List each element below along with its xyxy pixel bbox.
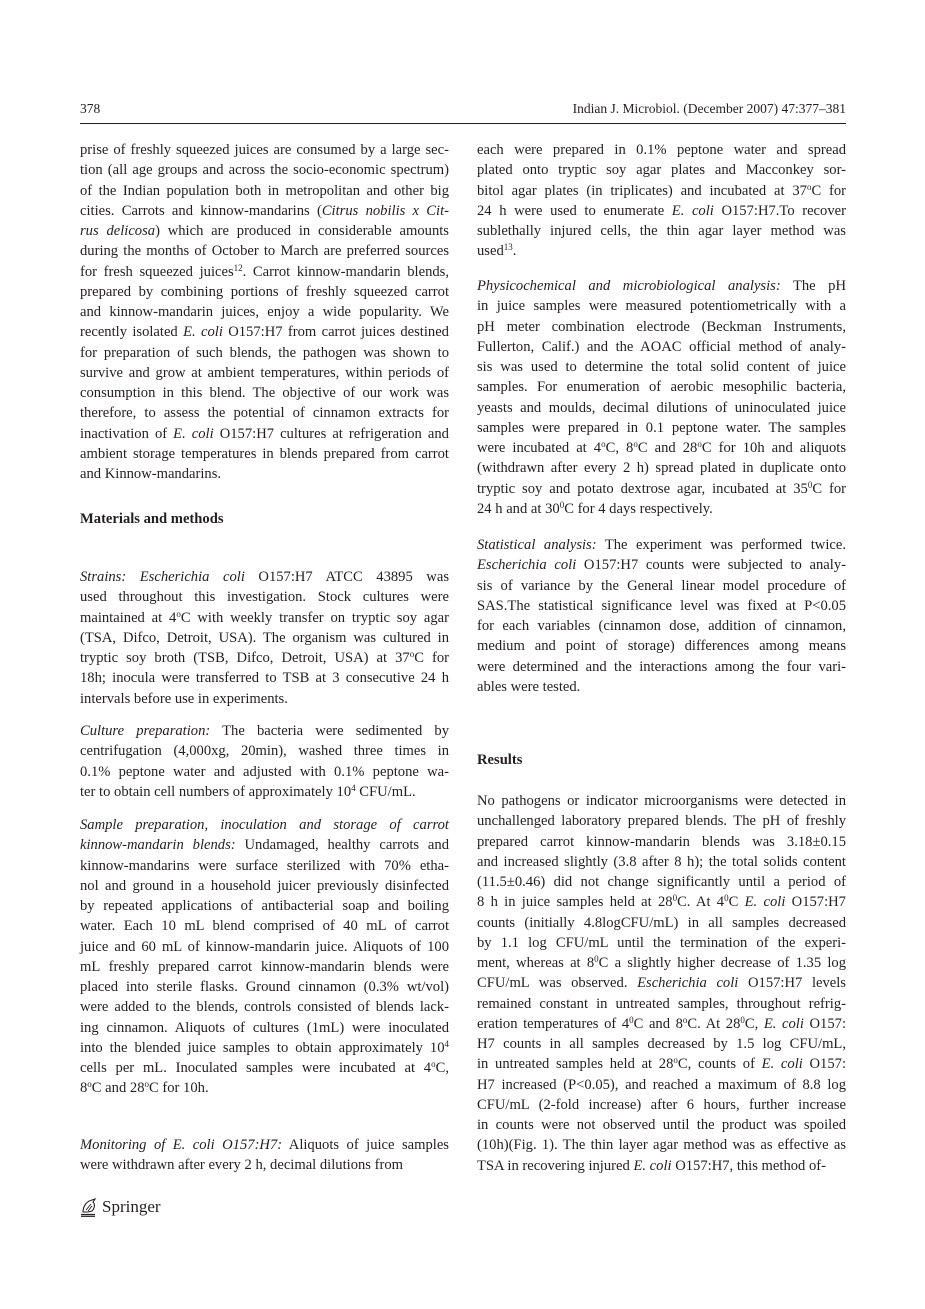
text-line [80, 181, 449, 201]
text-line [80, 835, 449, 855]
italic-text: E. coli [183, 324, 223, 341]
text-run: O157:H7 levels [738, 975, 846, 992]
text-line [477, 953, 846, 973]
text-run: by 1.1 log CFU/mL until the termination of the experi- [477, 934, 846, 951]
italic-text: E. coli [763, 1015, 804, 1032]
text-run: for fresh squeezed juices [80, 263, 234, 280]
text-run: ter to obtain cell numbers of approximately 10 [80, 783, 352, 800]
text-run: remained constant in untreated samples, throughout refrig- [477, 995, 846, 1012]
text-run: O157:H7 counts were subjected to analy- [576, 557, 846, 574]
text-line [80, 343, 449, 363]
italic-text: Statistical analysis: [477, 537, 597, 553]
text-line [477, 1156, 846, 1176]
text-line [80, 741, 449, 761]
text-run: mL freshly prepared carrot kinnow-mandarin blends were [80, 958, 449, 975]
superscript: 4 [351, 782, 356, 793]
text-run: O157:H7.To recover [713, 202, 846, 219]
superscript: o [176, 608, 181, 619]
superscript: o [682, 1014, 688, 1025]
text-line [80, 648, 449, 668]
text-run: kinnow-mandarins were surface sterilized with 70% etha- [80, 857, 449, 874]
text-run: during the months of October to March are preferred sources [80, 243, 449, 260]
italic-text: rus delicosa [80, 223, 156, 239]
text-run: juice and 60 mL of kinnow-mandarin juice. Aliquots of 100 [80, 938, 449, 955]
text-run: C, [435, 1060, 449, 1076]
text-run: 8 [80, 1080, 88, 1097]
text-run: therefore, to assess the potential of cinnamon extracts for [80, 405, 449, 422]
text-run: samples were prepared in 0.1 peptone water. The samples [477, 419, 846, 436]
text-run: (TSA, Difco, Detroit, USA). The organism was cultured in [80, 629, 449, 646]
text-run: tryptic soy and potato dextrose agar, incubated at 35 [477, 480, 808, 497]
text-run: intervals before use in experiments. [80, 690, 288, 707]
text-run: in juice samples were measured potentiometrically with a [477, 298, 846, 315]
text-line [477, 357, 846, 377]
text-line [477, 276, 846, 296]
text-line [477, 832, 846, 852]
superscript: o [601, 439, 606, 449]
text-run: cells per mL. Inoculated samples were incubated at 4 [80, 1060, 432, 1076]
italic-text: Strains: Escherichia coli [80, 569, 245, 585]
text-run: O157: [802, 1056, 846, 1073]
text-line [477, 337, 846, 357]
text-run: 0.1% peptone water and adjusted with 0.1% peptone wa- [80, 763, 449, 780]
text-run: O157:H7 [785, 894, 846, 911]
text-run: ) which are produced in considerable amounts [155, 223, 449, 239]
text-run: (withdrawn after every 2 h) spread plated in duplicate onto [477, 460, 846, 477]
text-run: tryptic soy broth (TSB, Difco, Detroit, USA) at 37 [80, 650, 410, 666]
text-line [477, 852, 846, 872]
running-header: Indian J. Microbiol. (December 2007) 47:377–381 [572, 101, 846, 116]
superscript: 12 [233, 262, 243, 273]
text-run: in untreated samples held at 28 [477, 1056, 674, 1073]
text-line [477, 241, 846, 261]
text-run: were incubated at 4 [477, 440, 602, 456]
publisher-footer [80, 1197, 161, 1217]
superscript: 4 [444, 1038, 449, 1049]
text-line [80, 302, 449, 322]
text-run: for preparation of such blends, the pathogen was shown to [80, 344, 449, 361]
header-rule [80, 123, 846, 124]
text-run: plated onto tryptic soy agar plates and Macconkey sor- [477, 162, 846, 179]
text-run: O157: [803, 1015, 847, 1032]
text-run: and Kinnow-mandarins. [80, 466, 222, 482]
text-run: The pH [780, 278, 846, 294]
text-run: C for 10h and aliquots [701, 440, 847, 456]
text-run: O157:H7 from carrot juices destined [222, 324, 449, 341]
text-run: inactivation of [80, 425, 174, 442]
italic-text: Sample preparation, inoculation and storage of carrot [80, 817, 449, 833]
text-line [477, 913, 846, 933]
text-line [80, 628, 449, 648]
text-run: placed into sterile flasks. Ground cinnamon (0.3% wt/vol) [80, 979, 449, 995]
text-run: 18h; inocula were transferred to TSB at 3 consecutive 24 h [80, 670, 449, 687]
text-line [477, 872, 846, 892]
text-line [477, 636, 846, 656]
text-line [80, 997, 449, 1017]
text-line [477, 438, 846, 458]
text-line [477, 535, 846, 555]
text-run: for each variables (cinnamon dose, addition of cinnamon, [477, 618, 846, 634]
springer-horse-icon [80, 1197, 98, 1217]
text-run: centrifugation (4,000xg, 20min), washed three times in [80, 743, 449, 760]
italic-text: Citrus nobilis x Cit- [321, 202, 449, 219]
superscript: 0 [672, 893, 678, 904]
text-run: sis of variance by the General linear model procedure of [477, 577, 846, 594]
text-line [477, 892, 846, 912]
text-run: H7 increased (P<0.05), and reached a maximum of 8.8 log [477, 1076, 846, 1093]
italic-text: kinnow-mandarin blends: [80, 837, 236, 854]
text-line [477, 479, 846, 499]
text-run: each were prepared in 0.1% peptone water and spread [477, 142, 846, 158]
text-run: into the blended juice samples to obtain approximately 10 [80, 1039, 445, 1056]
superscript: o [697, 439, 702, 449]
superscript: o [409, 649, 415, 659]
text-line [477, 377, 846, 397]
text-run: The bacteria were sedimented by [210, 723, 449, 739]
text-line [477, 181, 846, 201]
text-run: ment, whereas at 8 [477, 955, 595, 971]
text-run: medium and point of storage) differences among means [477, 638, 846, 655]
text-line [80, 1038, 449, 1058]
text-line [80, 977, 449, 997]
italic-text: E. coli [173, 425, 214, 442]
text-run: The experiment was performed twice. [596, 537, 846, 553]
text-line [477, 616, 846, 636]
text-line [80, 201, 449, 221]
text-run: used throughout this investigation. Stock cultures were [80, 589, 449, 606]
paragraph-sample-preparation [80, 815, 449, 1099]
paragraph-strains [80, 567, 449, 709]
text-line [80, 363, 449, 383]
text-line [80, 762, 449, 782]
text-run: 24 h and at 30 [477, 500, 560, 517]
heading-materials-methods: Materials and methods [80, 511, 224, 527]
text-run: recently isolated [80, 324, 184, 341]
text-line [80, 1155, 449, 1175]
text-line [80, 403, 449, 423]
text-line [477, 1075, 846, 1095]
italic-text: Culture preparation: [80, 723, 211, 739]
text-run: 24 h were used to enumerate [477, 202, 672, 219]
text-run: bitol agar plates (in triplicates) and incubated at 37 [477, 182, 807, 199]
text-line [477, 1054, 846, 1074]
text-line [477, 418, 846, 438]
text-run: maintained at 4 [80, 609, 177, 626]
text-line [477, 296, 846, 316]
text-run: C and 8 [633, 1015, 683, 1032]
text-line [80, 567, 449, 587]
text-run: SAS.The statistical significance level was fixed at P<0.05 [477, 597, 846, 614]
text-run: sublethally injured cells, the thin agar layer method was [477, 223, 846, 239]
text-line [80, 241, 449, 261]
text-run: C, counts of [677, 1056, 762, 1073]
text-line [477, 555, 846, 575]
text-line [80, 383, 449, 403]
text-run: O157:H7 cultures at refrigeration and [213, 425, 449, 442]
text-line [477, 499, 846, 519]
text-run: C a slightly higher decrease of 1.35 log [598, 955, 846, 971]
text-run: survive and grow at ambient temperatures, within periods of [80, 364, 449, 381]
text-line [477, 791, 846, 811]
paragraph-statistical [477, 535, 846, 697]
text-line [477, 221, 846, 241]
superscript: o [87, 1079, 92, 1090]
italic-text: Monitoring of E. coli O157:H7: [80, 1137, 283, 1153]
text-run: were determined and the interactions among the four vari- [477, 658, 846, 675]
text-run: prepared by combining portions of freshly squeezed carrot [80, 283, 449, 300]
text-line [80, 262, 449, 282]
superscript: o [431, 1059, 436, 1069]
paragraph-culture-preparation [80, 721, 449, 802]
text-line [80, 221, 449, 241]
superscript: 0 [807, 479, 813, 490]
text-run: sis was used to determine the total solid content of juice [477, 359, 846, 375]
text-line [477, 1115, 846, 1135]
text-run: C and 28 [91, 1080, 145, 1097]
text-run: pH meter combination electrode (Beckman Instruments, [477, 318, 846, 335]
paragraph-monitoring [80, 1135, 449, 1176]
text-line [80, 856, 449, 876]
text-run: counts (initially 4.8logCFU/mL) in all samples decreased [477, 914, 846, 931]
text-run: used [477, 243, 504, 260]
text-run: C, 8 [605, 440, 634, 456]
text-run: No pathogens or indicator microorganisms were detected in [477, 793, 846, 809]
text-run: C. At 4 [677, 894, 725, 911]
text-run: and kinnow-mandarin juices, enjoy a wide popularity. We [80, 304, 449, 320]
text-line [80, 937, 449, 957]
text-line [80, 444, 449, 464]
text-run: of the Indian population both in metropolitan and other big [80, 182, 449, 199]
text-run: Aliquots of juice samples [282, 1137, 449, 1153]
superscript: 0 [629, 1014, 634, 1025]
superscript: 0 [559, 499, 565, 510]
text-run: in counts were not observed until the product was spoiled [477, 1117, 846, 1133]
text-run: CFU/mL was observed. [477, 975, 638, 992]
text-line [80, 282, 449, 302]
text-run: were withdrawn after every 2 h, decimal dilutions from [80, 1157, 403, 1174]
publisher-name: Springer [102, 1197, 161, 1216]
superscript: o [144, 1079, 149, 1090]
text-run: . [512, 243, 517, 260]
italic-text: Physicochemical and microbiological analysis: [477, 278, 781, 294]
text-line [80, 957, 449, 977]
text-run: C for 10h. [149, 1080, 209, 1097]
text-line [477, 811, 846, 831]
text-line [80, 140, 449, 160]
text-line [80, 160, 449, 180]
superscript: 0 [724, 893, 729, 904]
text-run: C. At 28 [687, 1015, 741, 1032]
superscript: 13 [503, 242, 513, 253]
text-line [80, 1018, 449, 1038]
text-run: consumption in this blend. The objective of our work was [80, 385, 449, 401]
text-run: by repeated applications of antibacterial soap and boiling [80, 898, 449, 914]
text-run: and increased slightly (3.8 after 8 h); the total solids content [477, 853, 846, 870]
text-line [477, 596, 846, 616]
text-line [80, 815, 449, 835]
text-run: tion (all age groups and across the socio-economic spectrum) [80, 162, 449, 179]
text-run: C for 4 days respectively. [564, 500, 713, 517]
text-run: prise of freshly squeezed juices are consumed by a large sec- [80, 142, 449, 158]
text-line [80, 668, 449, 688]
text-run: water. Each 10 mL blend comprised of 40 mL of carrot [80, 918, 449, 935]
text-line [80, 322, 449, 342]
italic-text: E. coli [744, 894, 786, 911]
text-run: C for [811, 182, 846, 199]
superscript: o [633, 439, 638, 449]
text-run: yeasts and moulds, decimal dilutions of uninoculated juice [477, 399, 846, 416]
text-run: prepared carrot kinnow-mandarin blends was 3.18±0.15 [477, 833, 846, 850]
italic-text: E. coli [671, 202, 714, 219]
text-run: C, [744, 1015, 764, 1032]
text-run: Undamaged, healthy carrots and [235, 837, 449, 854]
text-line [80, 608, 449, 628]
text-line [80, 896, 449, 916]
text-run: TSA in recovering injured [477, 1157, 634, 1174]
paragraph-continued [477, 140, 846, 262]
page-number: 378 [80, 101, 101, 116]
text-run: C for [414, 650, 449, 666]
text-run: O157:H7, this method of- [671, 1157, 827, 1174]
text-line [80, 1135, 449, 1155]
text-line [80, 876, 449, 896]
text-run: nol and ground in a household juicer previously disinfected [80, 877, 449, 894]
text-line [477, 201, 846, 221]
text-line [80, 782, 449, 802]
italic-text: Escherichia coli [637, 975, 739, 992]
text-run: CFU/mL. [355, 783, 416, 800]
text-run: H7 counts in all samples decreased by 1.5 log CFU/mL, [477, 1036, 846, 1052]
text-line [80, 1078, 449, 1098]
text-run: ing cinnamon. Aliquots of cultures (1mL) were inoculated [80, 1019, 449, 1036]
text-line [477, 973, 846, 993]
text-line [477, 994, 846, 1014]
text-line [477, 933, 846, 953]
text-run: were added to the blends, controls consisted of blends lack- [80, 999, 449, 1016]
text-run: (11.5±0.46) did not change significantly until a period of [477, 874, 846, 890]
text-line [80, 464, 449, 484]
text-run: samples. For enumeration of aerobic mesophilic bacteria, [477, 379, 846, 396]
text-run: (10h)(Fig. 1). The thin layer agar method was as effective as [477, 1137, 846, 1154]
italic-text: E. coli [761, 1056, 803, 1073]
text-line [477, 677, 846, 697]
paragraph-physicochemical [477, 276, 846, 519]
italic-text: E. coli [633, 1157, 672, 1174]
text-run: C for [812, 480, 846, 497]
text-line [80, 916, 449, 936]
text-run: 8 h in juice samples held at 28 [477, 894, 673, 911]
paragraph-results [477, 791, 846, 1176]
text-line [477, 576, 846, 596]
text-line [477, 1135, 846, 1155]
text-line [477, 317, 846, 337]
paragraph-intro [80, 140, 449, 484]
text-run: cities. Carrots and kinnow-mandarins ( [80, 202, 322, 219]
text-line [477, 458, 846, 478]
superscript: o [673, 1055, 678, 1066]
text-line [477, 1014, 846, 1034]
text-run: C [728, 894, 745, 911]
text-run: CFU/mL (2-fold increase) after 6 hours, further increase [477, 1096, 846, 1113]
text-run: Fullerton, Calif.) and the AOAC official method of analy- [477, 338, 846, 355]
text-run: C and 28 [637, 440, 698, 456]
text-line [80, 689, 449, 709]
text-line [80, 721, 449, 741]
text-run: eration temperatures of 4 [477, 1015, 630, 1032]
superscript: 0 [594, 954, 599, 964]
text-run: O157:H7 ATCC 43895 was [244, 569, 449, 585]
superscript: o [806, 181, 812, 192]
text-run: . Carrot kinnow-mandarin blends, [242, 263, 449, 280]
heading-results: Results [477, 752, 523, 768]
text-run: ables were tested. [477, 678, 581, 695]
text-line [477, 140, 846, 160]
text-line [80, 1058, 449, 1078]
text-line [80, 587, 449, 607]
italic-text: Escherichia coli [477, 557, 577, 574]
text-run: ambient storage temperatures in blends prepared from carrot [80, 445, 449, 462]
text-line [477, 1034, 846, 1054]
text-run: unchallenged laboratory prepared blends. The pH of freshly [477, 813, 846, 830]
text-line [477, 657, 846, 677]
text-line [477, 1095, 846, 1115]
text-run: C with weekly transfer on tryptic soy agar [180, 609, 450, 626]
superscript: 0 [740, 1014, 745, 1025]
text-line [477, 160, 846, 180]
text-line [477, 398, 846, 418]
text-line [80, 424, 449, 444]
